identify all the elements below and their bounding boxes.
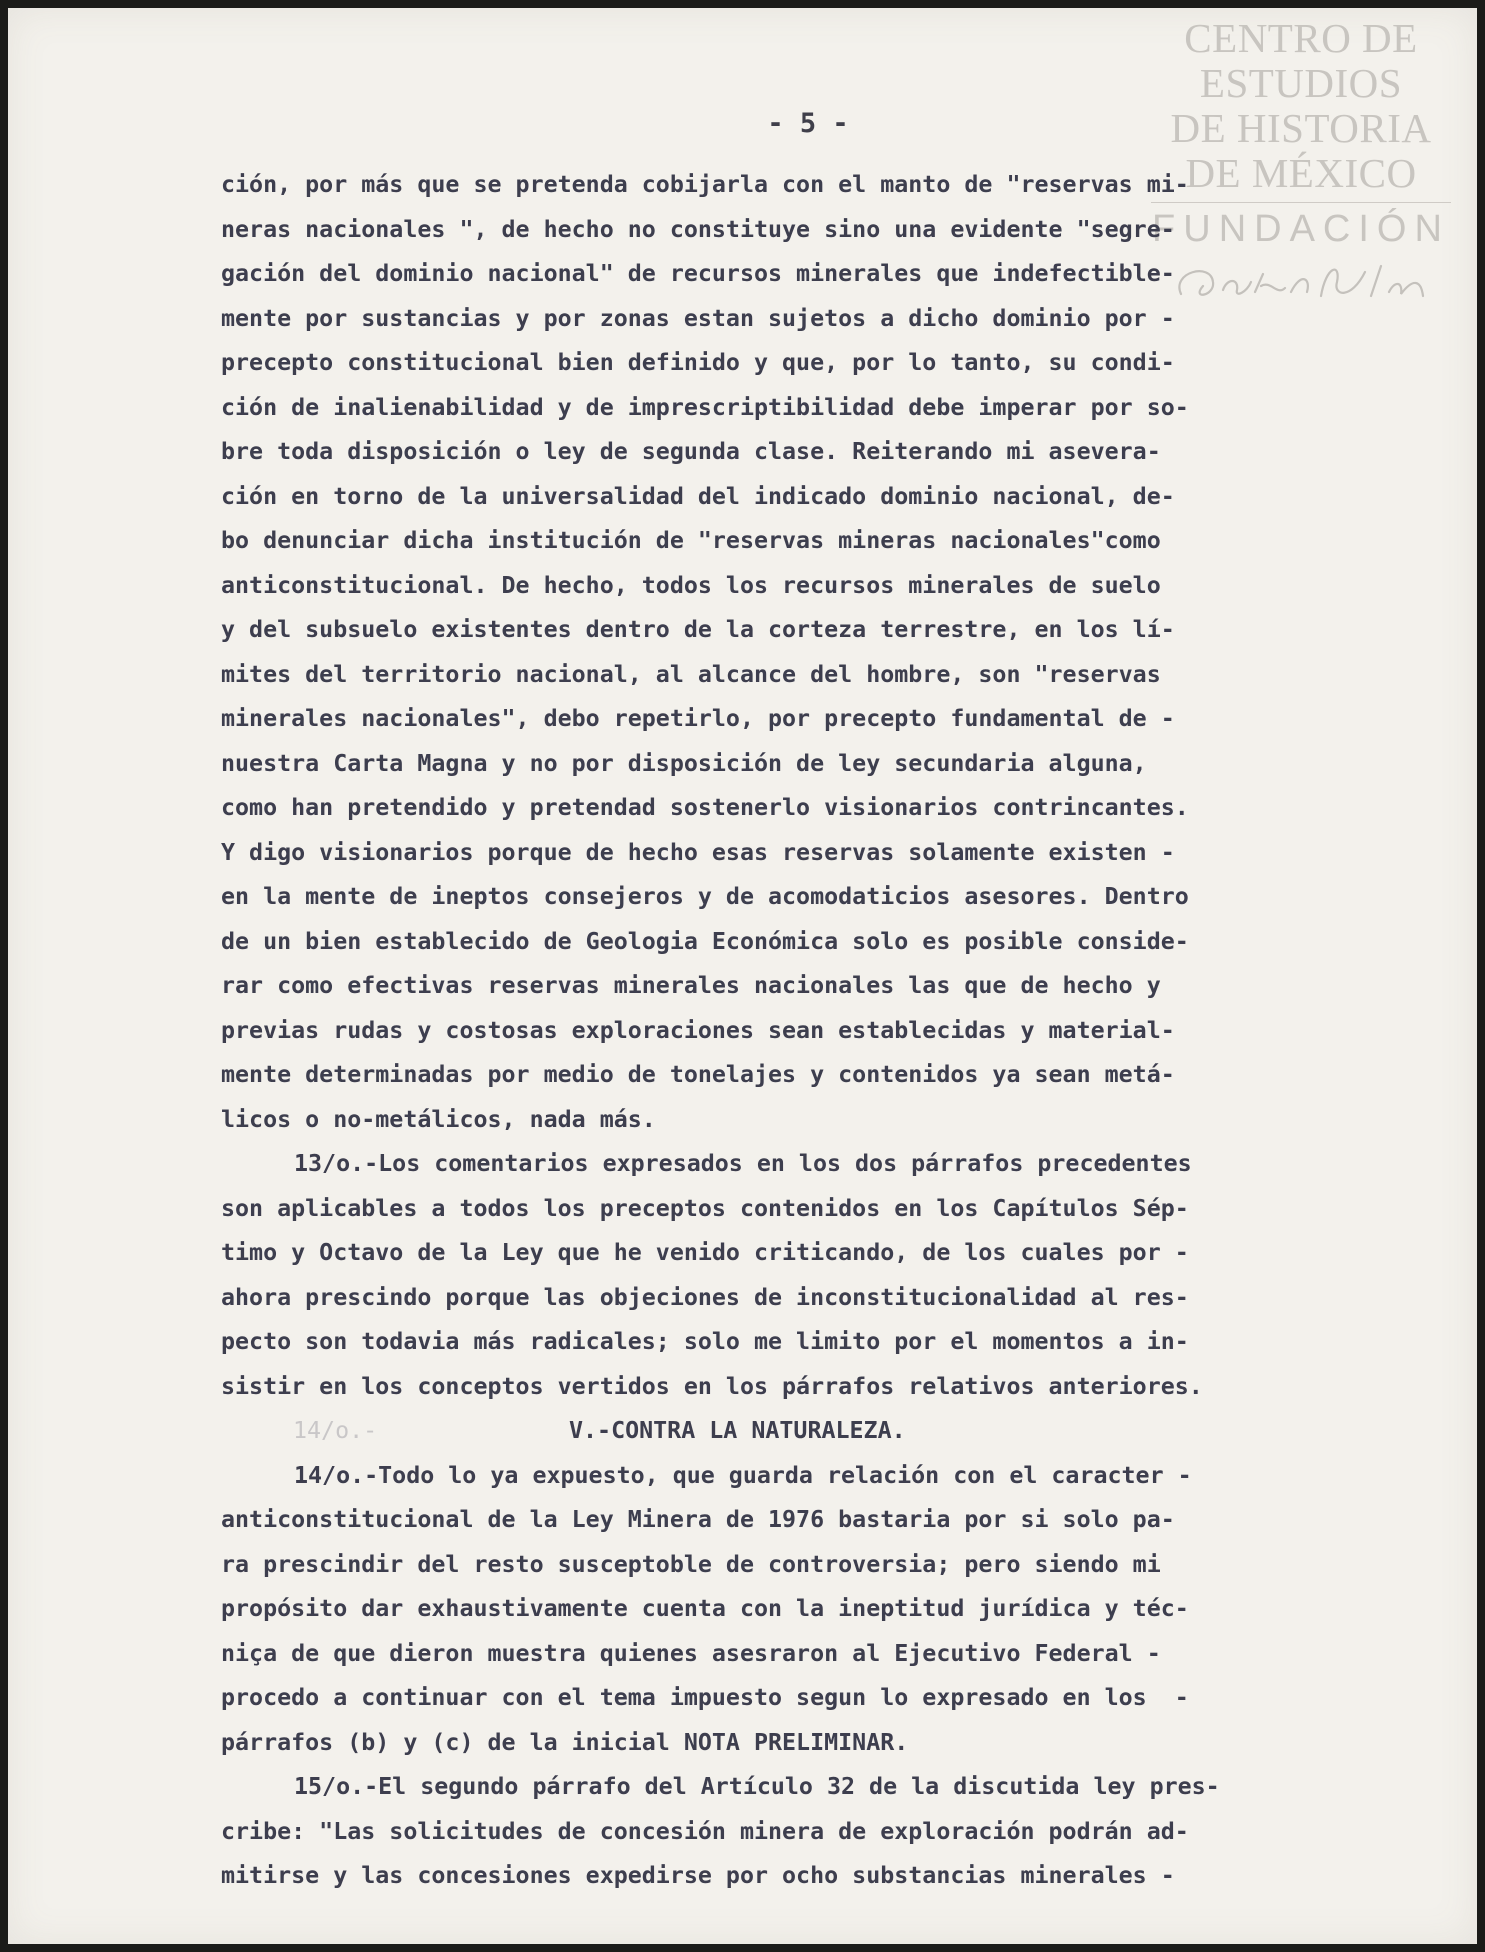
- text-line: neras nacionales ", de hecho no constituye sino una evidente "segre-: [221, 215, 1175, 243]
- text-line: procedo a continuar con el tema impuesto segun lo expresado en los -: [221, 1684, 1189, 1711]
- text-line: sistir en los conceptos vertidos en los párrafos relativos anteriores.: [221, 1372, 1203, 1400]
- text-line: anticonstitucional de la Ley Minera de 1976 bastaria por si solo pa-: [221, 1506, 1175, 1533]
- text-line: ahora prescindo porque las objeciones de inconstitucionalidad al res-: [221, 1283, 1189, 1311]
- text-line: como han pretendido y pretendad sostenerlo visionarios contrincantes.: [221, 794, 1189, 821]
- text-line: pecto son todavia más radicales; solo me limito por el momentos a in-: [221, 1328, 1189, 1355]
- text-line: ción, por más que se pretenda cobijarla con el manto de "reservas mi-: [221, 171, 1189, 198]
- watermark-line: ESTUDIOS: [1199, 60, 1403, 106]
- document-body: [221, 163, 1451, 1899]
- text-line: previas rudas y costosas exploraciones sean establecidas y material-: [221, 1016, 1175, 1044]
- text-line: de un bien establecido de Geologia Económica solo es posible conside-: [221, 927, 1189, 955]
- text-line: rar como efectivas reservas minerales nacionales las que de hecho y: [221, 972, 1161, 999]
- text-line: mente determinadas por medio de tonelajes y contenidos ya sean metá-: [221, 1061, 1175, 1088]
- text-line: precepto constitucional bien definido y que, por lo tanto, su condi-: [221, 349, 1175, 376]
- watermark-fundacion: FUNDACIÓN: [1152, 208, 1450, 250]
- text-line: párrafos (b) y (c) de la inicial NOTA PRELIMINAR.: [221, 1728, 909, 1756]
- text-line: timo y Octavo de la Ley que he venido criticando, de los cuales por -: [221, 1239, 1189, 1266]
- text-line: bo denunciar dicha institución de "reservas mineras nacionales"como: [221, 527, 1161, 554]
- faint-paragraph-number: 14/o.-: [293, 1417, 378, 1444]
- paragraph-15-first-line: 15/o.-El segundo párrafo del Artículo 32 de la discutida ley pres-: [294, 1773, 1220, 1800]
- paragraph-13-first-line: 13/o.-Los comentarios expresados en los dos párrafos precedentes: [294, 1150, 1192, 1177]
- text-line: minerales nacionales", debo repetirlo, por precepto fundamental de -: [221, 705, 1175, 732]
- text-line: mitirse y las concesiones expedirse por ocho substancias minerales -: [221, 1862, 1175, 1889]
- text-line: y del subsuelo existentes dentro de la corteza terrestre, en los lí-: [221, 616, 1175, 643]
- text-line: son aplicables a todos los preceptos contenidos en los Capítulos Sép-: [221, 1194, 1189, 1222]
- section-heading-row: [221, 1409, 1451, 1454]
- paragraph-14-first-line: 14/o.-Todo lo ya expuesto, que guarda relación con el caracter -: [294, 1461, 1192, 1489]
- text-line: licos o no-metálicos, nada más.: [221, 1105, 656, 1133]
- text-line: en la mente de ineptos consejeros y de acomodaticios asesores. Dentro: [221, 883, 1189, 910]
- text-line: gación del dominio nacional" de recursos minerales que indefectible-: [221, 260, 1175, 287]
- text-line: niça de que dieron muestra quienes asesraron al Ejecutivo Federal -: [221, 1639, 1161, 1667]
- text-line: propósito dar exhaustivamente cuenta con la ineptitud jurídica y téc-: [221, 1595, 1189, 1622]
- watermark-line: DE MÉXICO: [1185, 150, 1417, 196]
- document-page: [8, 8, 1477, 1944]
- page-number: - 5 -: [767, 108, 849, 139]
- text-line: ra prescindir del resto susceptoble de controversia; pero siendo mi: [221, 1550, 1161, 1578]
- text-line: mites del territorio nacional, al alcance del hombre, son "reservas: [221, 660, 1161, 688]
- text-line: ción de inalienabilidad y de imprescriptibilidad debe imperar por so-: [221, 393, 1189, 421]
- text-line: mente por sustancias y por zonas estan sujetos a dicho dominio por -: [221, 304, 1175, 332]
- text-line: nuestra Carta Magna y no por disposición de ley secundaria alguna,: [221, 749, 1147, 777]
- text-line: bre toda disposición o ley de segunda clase. Reiterando mi asevera-: [221, 438, 1161, 465]
- watermark-line: CENTRO DE: [1184, 15, 1418, 61]
- text-line: Y digo visionarios porque de hecho esas reservas solamente existen -: [221, 838, 1175, 866]
- section-heading: V.-CONTRA LA NATURALEZA.: [569, 1417, 906, 1444]
- text-line: ción en torno de la universalidad del indicado dominio nacional, de-: [221, 482, 1175, 510]
- text-line: anticonstitucional. De hecho, todos los recursos minerales de suelo: [221, 571, 1161, 599]
- watermark-line: DE HISTORIA: [1170, 105, 1432, 151]
- text-line: cribe: "Las solicitudes de concesión minera de exploración podrán ad-: [221, 1817, 1189, 1845]
